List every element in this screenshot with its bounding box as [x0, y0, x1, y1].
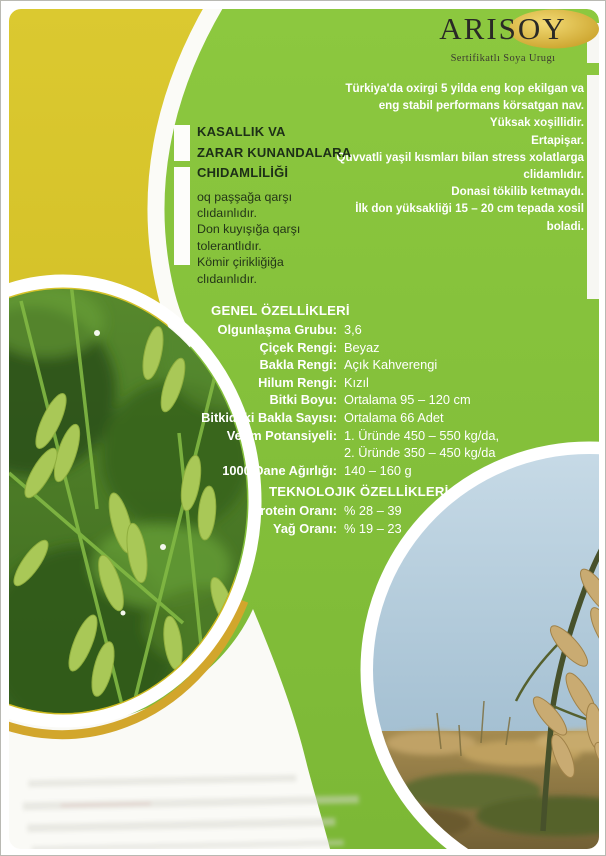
- intro-line: Türkiya'da oxirgi 5 yilda eng kop ekilgan va: [345, 82, 584, 95]
- spec-value: Ortalama 95 – 120 cm: [344, 392, 471, 408]
- intro-line: Yüksak xoşillidir.: [489, 116, 584, 130]
- spec-value: Ortalama 66 Adet: [344, 409, 444, 425]
- general-specs-section: [151, 303, 583, 479]
- brand-subtitle: Sertifikatlı Soya Urugı: [450, 53, 556, 64]
- brand-title: ARISOY: [439, 11, 567, 46]
- spec-value: Beyaz: [344, 339, 380, 355]
- technical-specs-table: [151, 502, 583, 537]
- resistance-heading: KASALLIK VA ZARAR KUNANDALARA CHIDAMLİLİĞİ: [197, 124, 352, 180]
- spec-label: Yağ Oranı:: [272, 520, 337, 536]
- spec-value: Kızıl: [344, 374, 369, 390]
- technical-specs-section: [151, 484, 583, 537]
- general-specs-table: [151, 321, 583, 479]
- accent-bar: [174, 167, 190, 265]
- spec-label: Hilum Rengi:: [258, 374, 337, 390]
- spec-label: Bitki Boyu:: [269, 392, 337, 408]
- intro-line: Donasi tökilib ketmaydı.: [451, 185, 584, 199]
- intro-line: Ertapişar.: [531, 133, 584, 147]
- spec-value: Açık Kahverengi: [344, 357, 438, 373]
- technical-heading: TEKNOLOJIK ÖZELLİKLERİ: [269, 484, 449, 499]
- spec-label: Protein Oranı:: [251, 503, 337, 518]
- spec-label: Çiçek Rengi:: [259, 339, 337, 355]
- accent-bar: [174, 125, 190, 161]
- intro-line: İlk don yüksakliği 15 – 20 cm tepada xosil: [355, 202, 584, 216]
- spec-label: Olgunlaşma Grubu:: [217, 322, 337, 337]
- intro-line: eng stabil performans körsatgan nav.: [378, 99, 584, 113]
- spec-value: % 19 – 23: [344, 520, 402, 536]
- spec-value: % 28 – 39: [344, 503, 402, 518]
- resistance-section: [197, 122, 377, 287]
- spec-label: 1000 Dane Ağırlığı:: [222, 462, 337, 478]
- spec-value: 140 – 160 g: [344, 462, 412, 478]
- spec-label: Bakla Rengi:: [259, 357, 337, 373]
- spec-label: Bitkideki Bakla Sayısı:: [201, 409, 337, 425]
- intro-line: boladi.: [546, 219, 584, 233]
- spec-value: 3,6: [344, 322, 362, 337]
- spec-label: Verim Potansiyeli:: [226, 427, 337, 443]
- general-heading: GENEL ÖZELLİKLERİ: [211, 303, 350, 318]
- resistance-body: oq paşşağa qarşı clıdaınlıdır. Don kuyışığa qarşı tolerantlıdır. Kömir çirikliğiğa clıdaınlıdır.: [197, 189, 301, 286]
- intro-line: clidamlıdır.: [523, 168, 584, 182]
- spec-value: 1. Üründe 450 – 550 kg/da, 2. Üründe 350 – 450 kg/da: [344, 427, 500, 461]
- intro-line: Quvvatli yaşil kısmları bilan stress xolatlarga: [336, 150, 584, 164]
